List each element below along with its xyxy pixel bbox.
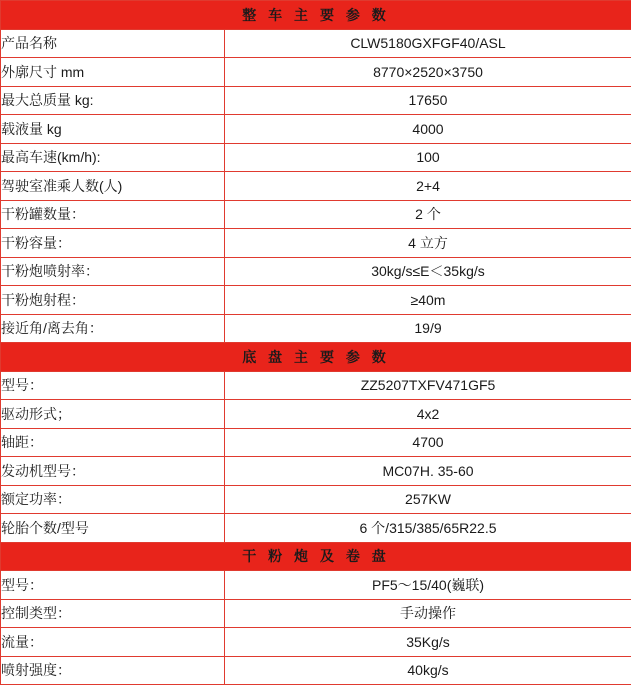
table-row — [1, 172, 631, 201]
row-value: ≥40m — [225, 286, 631, 315]
row-label: 驾驶室准乘人数(人) — [1, 172, 225, 201]
row-label: 干粉炮射程： — [1, 286, 225, 315]
table-row — [1, 428, 631, 457]
row-value: 2+4 — [225, 172, 631, 201]
row-value: ZZ5207TXFV471GF5 — [225, 371, 631, 400]
row-value: 30kg/s≤E＜35kg/s — [225, 257, 631, 286]
table-row — [1, 457, 631, 486]
row-label: 型号： — [1, 371, 225, 400]
row-label: 驱动形式； — [1, 400, 225, 429]
section-heading-chassis: 底 盘 主 要 参 数 — [1, 343, 631, 372]
table-row — [1, 200, 631, 229]
table-row — [1, 86, 631, 115]
row-value: 40kg/s — [225, 656, 631, 685]
row-value: 手动操作 — [225, 599, 631, 628]
row-label: 产品名称 — [1, 29, 225, 58]
row-label: 最大总质量 kg: — [1, 86, 225, 115]
table-row — [1, 143, 631, 172]
row-label: 接近角/离去角： — [1, 314, 225, 343]
row-value: 6 个/315/385/65R22.5 — [225, 514, 631, 543]
table-row — [1, 656, 631, 685]
row-value: 4 立方 — [225, 229, 631, 258]
row-value: 8770×2520×3750 — [225, 58, 631, 87]
row-value: MC07H. 35-60 — [225, 457, 631, 486]
row-label: 型号： — [1, 571, 225, 600]
table-row — [1, 571, 631, 600]
row-value: 19/9 — [225, 314, 631, 343]
row-label: 干粉炮喷射率： — [1, 257, 225, 286]
row-value: CLW5180GXFGF40/ASL — [225, 29, 631, 58]
table-row — [1, 485, 631, 514]
row-label: 干粉罐数量： — [1, 200, 225, 229]
row-label: 轮胎个数/型号 — [1, 514, 225, 543]
table-row — [1, 229, 631, 258]
row-label: 流量： — [1, 628, 225, 657]
table-row — [1, 314, 631, 343]
table-row — [1, 628, 631, 657]
row-value: 17650 — [225, 86, 631, 115]
table-row — [1, 514, 631, 543]
row-value: 4000 — [225, 115, 631, 144]
table-row — [1, 286, 631, 315]
section-header-row — [1, 1, 631, 30]
table-row — [1, 371, 631, 400]
row-label: 发动机型号： — [1, 457, 225, 486]
table-row — [1, 29, 631, 58]
table-row — [1, 257, 631, 286]
row-value: 35Kg/s — [225, 628, 631, 657]
table-row — [1, 400, 631, 429]
row-label: 控制类型： — [1, 599, 225, 628]
row-value: 257KW — [225, 485, 631, 514]
row-value: 4x2 — [225, 400, 631, 429]
row-label: 轴距： — [1, 428, 225, 457]
row-label: 外廓尺寸 mm — [1, 58, 225, 87]
row-label: 喷射强度： — [1, 656, 225, 685]
section-header-row — [1, 542, 631, 571]
table-row — [1, 58, 631, 87]
section-header-row — [1, 343, 631, 372]
table-row — [1, 599, 631, 628]
row-value: 2 个 — [225, 200, 631, 229]
spec-table-body — [1, 1, 631, 685]
row-label: 载液量 kg — [1, 115, 225, 144]
table-row — [1, 115, 631, 144]
row-label: 最高车速(km/h): — [1, 143, 225, 172]
section-heading-vehicle: 整 车 主 要 参 数 — [1, 1, 631, 30]
section-heading-monitor: 干 粉 炮 及 卷 盘 — [1, 542, 631, 571]
row-label: 额定功率： — [1, 485, 225, 514]
row-value: 4700 — [225, 428, 631, 457]
row-value: 100 — [225, 143, 631, 172]
row-label: 干粉容量： — [1, 229, 225, 258]
row-value: PF5～15/40(巍联) — [225, 571, 631, 600]
